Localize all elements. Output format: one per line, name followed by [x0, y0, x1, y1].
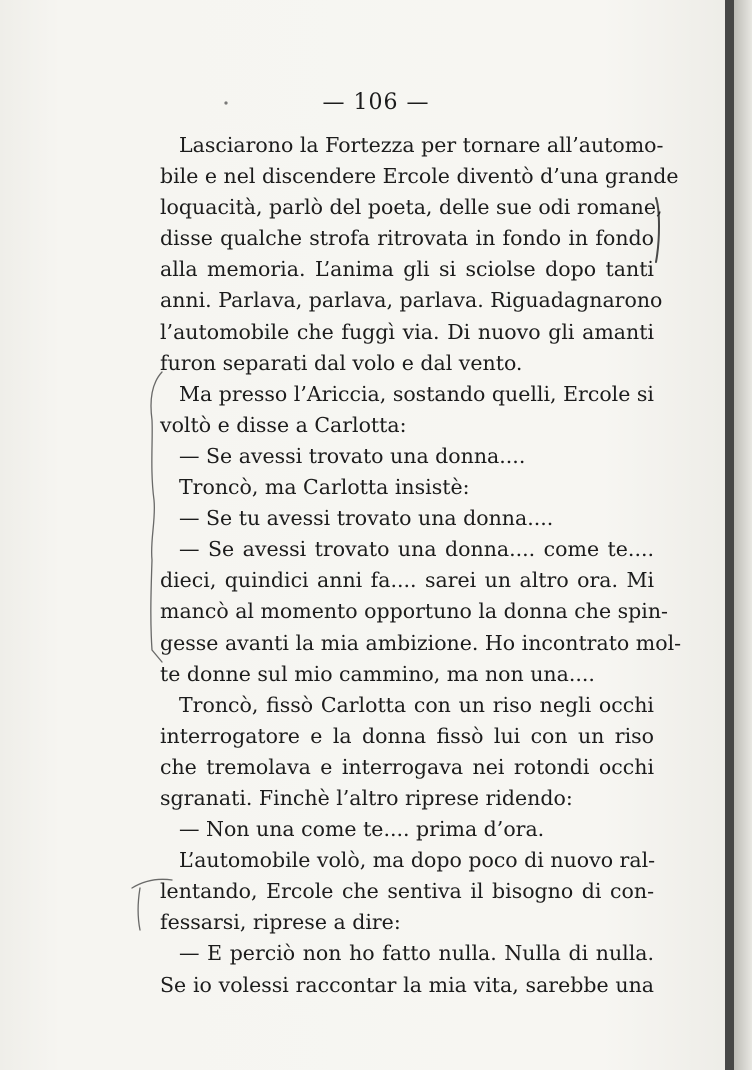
text-line: — Se tu avessi trovato una donna.... — [179, 506, 554, 531]
text-line: fessarsi, riprese a dire: — [160, 910, 401, 935]
text-line: bile e nel discendere Ercole diventò d’una grande — [160, 164, 679, 189]
text-line: che tremolava e interrogava nei rotondi occhi — [160, 754, 654, 779]
text-line: — Non una come te.... prima d’ora. — [179, 817, 545, 842]
text-line: te donne sul mio cammino, ma non una.... — [160, 661, 595, 686]
text-line: l’automobile che fuggì via. Di nuovo gli amanti — [160, 319, 654, 344]
body-text — [160, 130, 682, 1001]
text-line: gesse avanti la mia ambizione. Ho incontrato mol- — [160, 630, 682, 655]
text-line: — E perciò non ho fatto nulla. Nulla di nulla. — [179, 941, 654, 966]
page-edge — [725, 0, 734, 1070]
text-line: mancò al momento opportuno la donna che spin- — [160, 599, 668, 624]
text-line: furon separati dal volo e dal vento. — [160, 350, 523, 375]
text-line: Troncò, fissò Carlotta con un riso negli occhi — [179, 692, 654, 717]
text-line: sgranati. Finchè l’altro riprese ridendo: — [160, 785, 573, 810]
text-line: — Se avessi trovato una donna.... come te.... — [179, 537, 654, 562]
text-line: alla memoria. L’anima gli si sciolse dopo tanti — [160, 257, 654, 282]
text-line: interrogatore e la donna fissò lui con un riso — [160, 723, 654, 748]
page-edge-shadow — [734, 0, 752, 1070]
text-line: voltò e disse a Carlotta: — [160, 412, 407, 437]
text-line: Lasciarono la Fortezza per tornare all’automo- — [179, 133, 664, 157]
text-line: lentando, Ercole che sentiva il bisogno di con- — [160, 879, 654, 904]
text-line: — Se avessi trovato una donna.... — [179, 443, 526, 468]
text-line: anni. Parlava, parlava, parlava. Riguadagnarono — [160, 288, 663, 313]
text-line: Troncò, ma Carlotta insistè: — [179, 475, 470, 500]
text-line: Se io volessi raccontar la mia vita, sarebbe una — [160, 972, 654, 997]
text-line: L’automobile volò, ma dopo poco di nuovo ral- — [179, 848, 656, 873]
page-number: — 106 — — [322, 90, 430, 115]
text-line: disse qualche strofa ritrovata in fondo in fondo — [160, 226, 654, 251]
text-line: loquacità, parlò del poeta, delle sue odi romane, — [160, 195, 663, 220]
text-line: dieci, quindici anni fa.... sarei un altro ora. Mi — [160, 568, 654, 593]
text-line: Ma presso l’Ariccia, sostando quelli, Ercole si — [179, 381, 654, 406]
